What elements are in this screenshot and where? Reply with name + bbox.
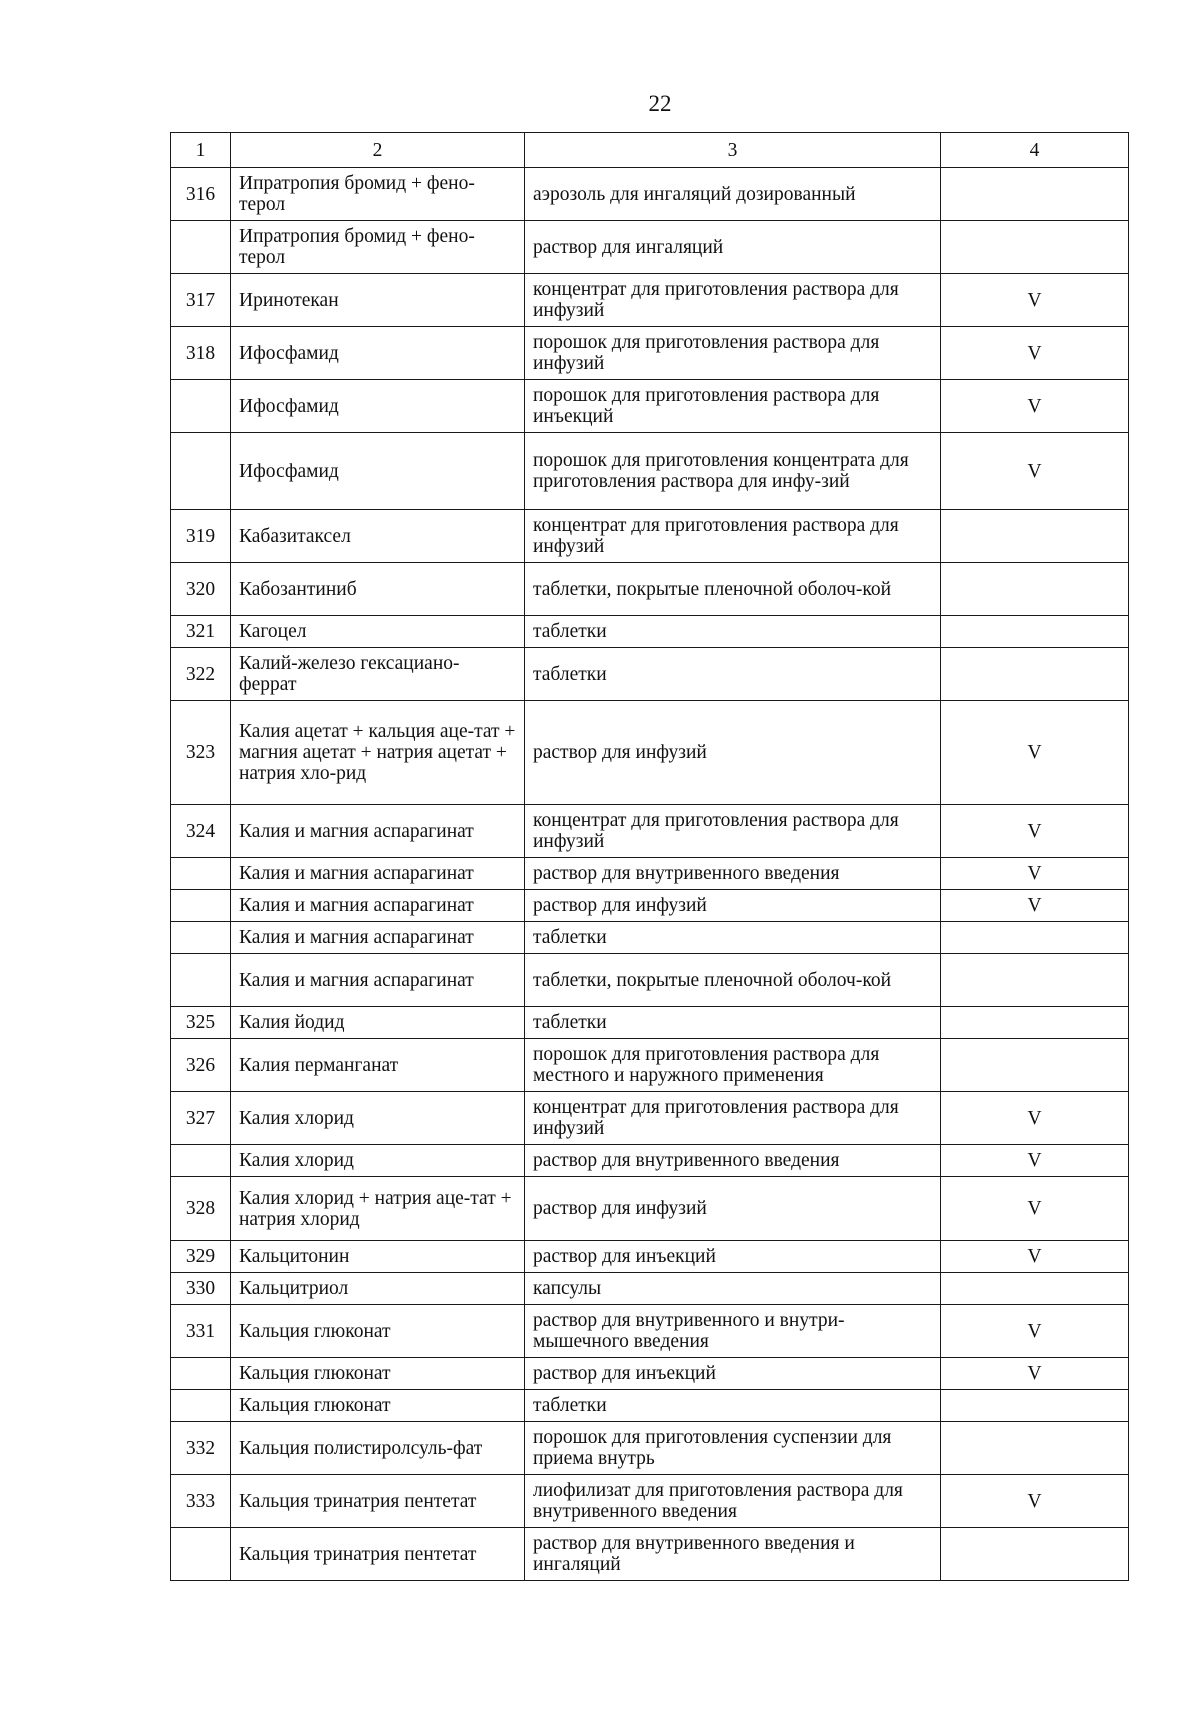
dosage-form-cell: капсулы [525,1273,941,1305]
table-row [171,1092,1129,1145]
table-row [171,954,1129,1007]
table-row [171,563,1129,616]
dosage-form-cell: таблетки [525,1390,941,1422]
drug-name-cell: Кальцитонин [231,1241,525,1273]
mark-cell [941,221,1129,274]
row-number-cell: 316 [171,168,231,221]
drug-name-cell: Калия и магния аспарагинат [231,858,525,890]
dosage-form-cell: порошок для приготовления раствора для инфузий [525,327,941,380]
column-header-form: 3 [525,133,941,168]
table-row [171,648,1129,701]
mark-cell [941,1007,1129,1039]
dosage-form-cell: концентрат для приготовления раствора для инфузий [525,510,941,563]
drug-name-cell: Кальция глюконат [231,1358,525,1390]
row-number-cell: 332 [171,1422,231,1475]
drug-table [170,132,1129,1581]
drug-name-cell: Иринотекан [231,274,525,327]
table-row [171,433,1129,510]
drug-name-cell: Ипратропия бромид + фено-терол [231,221,525,274]
row-number-cell [171,380,231,433]
table-row [171,1475,1129,1528]
dosage-form-cell: раствор для инфузий [525,1177,941,1241]
dosage-form-cell: таблетки, покрытые пленочной оболоч-кой [525,954,941,1007]
row-number-cell: 330 [171,1273,231,1305]
dosage-form-cell: аэрозоль для ингаляций дозированный [525,168,941,221]
mark-cell [941,922,1129,954]
column-header-name: 2 [231,133,525,168]
row-number-cell [171,1528,231,1581]
column-header-mark: 4 [941,133,1129,168]
drug-name-cell: Ипратропия бромид + фено-терол [231,168,525,221]
drug-name-cell: Калия йодид [231,1007,525,1039]
row-number-cell [171,858,231,890]
table-row [171,1177,1129,1241]
table-row [171,890,1129,922]
table-row [171,1358,1129,1390]
dosage-form-cell: концентрат для приготовления раствора для инфузий [525,1092,941,1145]
drug-name-cell: Кальция глюконат [231,1390,525,1422]
table-body [171,168,1129,1581]
row-number-cell [171,221,231,274]
mark-cell: V [941,701,1129,805]
row-number-cell [171,890,231,922]
row-number-cell [171,1145,231,1177]
mark-cell: V [941,805,1129,858]
drug-name-cell: Калия перманганат [231,1039,525,1092]
mark-cell [941,1422,1129,1475]
mark-cell [941,954,1129,1007]
dosage-form-cell: раствор для инъекций [525,1241,941,1273]
dosage-form-cell: раствор для внутривенного введения [525,858,941,890]
row-number-cell: 323 [171,701,231,805]
row-number-cell: 325 [171,1007,231,1039]
row-number-cell [171,954,231,1007]
row-number-cell: 320 [171,563,231,616]
mark-cell [941,1390,1129,1422]
table-row [171,701,1129,805]
table-row [171,1305,1129,1358]
dosage-form-cell: порошок для приготовления суспензии для приема внутрь [525,1422,941,1475]
mark-cell: V [941,327,1129,380]
drug-name-cell: Калий-железо гексациано-феррат [231,648,525,701]
dosage-form-cell: раствор для внутривенного введения и ингаляций [525,1528,941,1581]
mark-cell: V [941,890,1129,922]
drug-name-cell: Калия и магния аспарагинат [231,954,525,1007]
row-number-cell: 318 [171,327,231,380]
dosage-form-cell: таблетки [525,922,941,954]
dosage-form-cell: раствор для ингаляций [525,221,941,274]
drug-name-cell: Калия и магния аспарагинат [231,890,525,922]
table-row [171,510,1129,563]
row-number-cell: 321 [171,616,231,648]
drug-name-cell: Ифосфамид [231,433,525,510]
row-number-cell: 331 [171,1305,231,1358]
dosage-form-cell: таблетки [525,616,941,648]
table-row [171,1528,1129,1581]
dosage-form-cell: раствор для внутривенного и внутри-мышечного введения [525,1305,941,1358]
mark-cell [941,510,1129,563]
mark-cell: V [941,858,1129,890]
mark-cell [941,1273,1129,1305]
drug-name-cell: Кагоцел [231,616,525,648]
mark-cell: V [941,1358,1129,1390]
drug-name-cell: Кальция тринатрия пентетат [231,1528,525,1581]
table-row [171,327,1129,380]
dosage-form-cell: раствор для инфузий [525,890,941,922]
drug-name-cell: Калия и магния аспарагинат [231,922,525,954]
mark-cell: V [941,1092,1129,1145]
mark-cell [941,563,1129,616]
row-number-cell: 333 [171,1475,231,1528]
mark-cell [941,648,1129,701]
drug-name-cell: Калия хлорид [231,1145,525,1177]
mark-cell [941,1039,1129,1092]
mark-cell: V [941,1475,1129,1528]
dosage-form-cell: таблетки, покрытые пленочной оболоч-кой [525,563,941,616]
column-header-number: 1 [171,133,231,168]
table-row [171,1273,1129,1305]
mark-cell: V [941,1241,1129,1273]
drug-name-cell: Кальция глюконат [231,1305,525,1358]
dosage-form-cell: порошок для приготовления раствора для местного и наружного применения [525,1039,941,1092]
dosage-form-cell: лиофилизат для приготовления раствора для внутривенного введения [525,1475,941,1528]
drug-name-cell: Кальция полистиролсуль-фат [231,1422,525,1475]
table-row [171,274,1129,327]
row-number-cell [171,1358,231,1390]
table-row [171,380,1129,433]
row-number-cell: 319 [171,510,231,563]
row-number-cell: 324 [171,805,231,858]
dosage-form-cell: концентрат для приготовления раствора для инфузий [525,805,941,858]
dosage-form-cell: таблетки [525,648,941,701]
row-number-cell: 326 [171,1039,231,1092]
table-row [171,1241,1129,1273]
table-row [171,1422,1129,1475]
mark-cell [941,616,1129,648]
row-number-cell: 317 [171,274,231,327]
table-row [171,1007,1129,1039]
dosage-form-cell: таблетки [525,1007,941,1039]
table-row [171,616,1129,648]
table-row [171,221,1129,274]
row-number-cell: 328 [171,1177,231,1241]
drug-name-cell: Калия и магния аспарагинат [231,805,525,858]
mark-cell: V [941,1305,1129,1358]
dosage-form-cell: порошок для приготовления раствора для инъекций [525,380,941,433]
dosage-form-cell: раствор для внутривенного введения [525,1145,941,1177]
drug-name-cell: Кабозантиниб [231,563,525,616]
dosage-form-cell: раствор для инфузий [525,701,941,805]
drug-name-cell: Ифосфамид [231,380,525,433]
drug-name-cell: Кальцитриол [231,1273,525,1305]
row-number-cell [171,1390,231,1422]
header-row [171,133,1129,168]
table-row [171,922,1129,954]
drug-name-cell: Кабазитаксел [231,510,525,563]
row-number-cell [171,433,231,510]
drug-name-cell: Калия ацетат + кальция аце-тат + магния ацетат + натрия ацетат + натрия хло-рид [231,701,525,805]
row-number-cell: 327 [171,1092,231,1145]
mark-cell [941,168,1129,221]
dosage-form-cell: порошок для приготовления концентрата для приготовления раствора для инфу-зий [525,433,941,510]
mark-cell [941,1528,1129,1581]
dosage-form-cell: раствор для инъекций [525,1358,941,1390]
mark-cell: V [941,274,1129,327]
drug-name-cell: Кальция тринатрия пентетат [231,1475,525,1528]
table-row [171,1390,1129,1422]
table-row [171,1039,1129,1092]
page-number: 22 [648,91,672,116]
table-row [171,858,1129,890]
mark-cell: V [941,1145,1129,1177]
drug-name-cell: Калия хлорид [231,1092,525,1145]
row-number-cell: 329 [171,1241,231,1273]
table-row [171,805,1129,858]
drug-name-cell: Ифосфамид [231,327,525,380]
table-row [171,168,1129,221]
mark-cell: V [941,380,1129,433]
row-number-cell [171,922,231,954]
dosage-form-cell: концентрат для приготовления раствора для инфузий [525,274,941,327]
table-row [171,1145,1129,1177]
row-number-cell: 322 [171,648,231,701]
mark-cell: V [941,433,1129,510]
mark-cell: V [941,1177,1129,1241]
drug-name-cell: Калия хлорид + натрия аце-тат + натрия хлорид [231,1177,525,1241]
